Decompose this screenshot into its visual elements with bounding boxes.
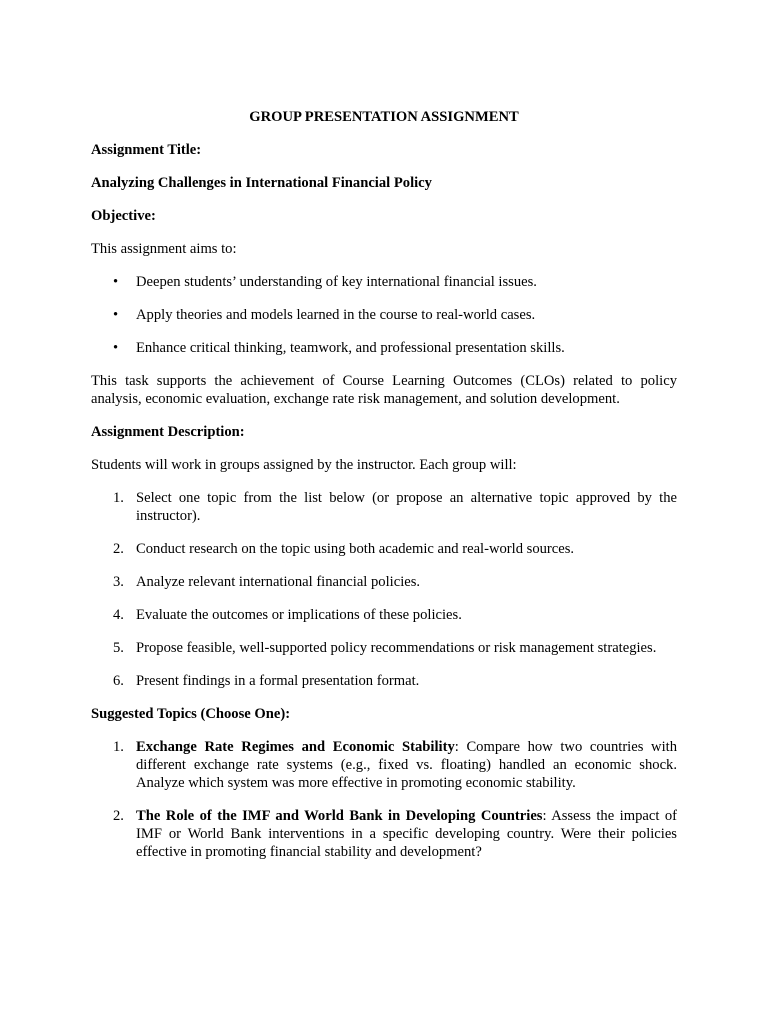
- topic-item: [91, 807, 677, 861]
- step-item: [91, 639, 677, 657]
- objective-item: [91, 273, 677, 291]
- step-item: [91, 489, 677, 525]
- step-text: Evaluate the outcomes or implications of these policies.: [136, 607, 462, 623]
- assignment-title: Analyzing Challenges in International Financial Policy: [91, 175, 432, 191]
- steps-list: [91, 489, 677, 690]
- document-heading: GROUP PRESENTATION ASSIGNMENT: [249, 109, 519, 125]
- objective-list: [91, 273, 677, 357]
- objective-item: [91, 306, 677, 324]
- objective-intro: This assignment aims to:: [91, 241, 237, 257]
- description-intro: Students will work in groups assigned by the instructor. Each group will:: [91, 457, 517, 473]
- step-number: 3.: [113, 574, 124, 590]
- bullet-icon: •: [113, 340, 119, 356]
- topic-item: [91, 738, 677, 792]
- objective-item-text: Apply theories and models learned in the course to real-world cases.: [136, 307, 536, 323]
- step-item: [91, 540, 677, 558]
- step-item: [91, 573, 677, 591]
- objective-item-text: Deepen students’ understanding of key international financial issues.: [136, 274, 537, 290]
- topic-title: The Role of the IMF and World Bank in Developing Countries: [136, 808, 543, 824]
- step-item: [91, 672, 677, 690]
- step-text: Analyze relevant international financial policies.: [136, 574, 421, 590]
- clo-paragraph: This task supports the achievement of Course Learning Outcomes (CLOs) related to policy analysis, economic evaluation, exchange rate risk management, and solution development.: [91, 373, 677, 407]
- topic-title: Exchange Rate Regimes and Economic Stability: [136, 739, 455, 755]
- bullet-icon: •: [113, 307, 119, 323]
- step-text: Select one topic from the list below (or propose an alternative topic approved by the instructor).: [136, 490, 677, 524]
- topic-number: 1.: [113, 739, 124, 755]
- step-text: Propose feasible, well-supported policy recommendations or risk management strategies.: [136, 640, 657, 656]
- topics-list: [91, 738, 677, 861]
- step-text: Present findings in a formal presentation format.: [136, 673, 420, 689]
- step-number: 4.: [113, 607, 124, 623]
- step-number: 1.: [113, 490, 124, 506]
- topic-text: : Assess the impact of IMF or World Bank interventions in a specific developing country. Were their policies effective in promoting financial stability and development?: [136, 808, 677, 860]
- step-number: 6.: [113, 673, 124, 689]
- description-label: Assignment Description:: [91, 424, 245, 440]
- objective-item: [91, 339, 677, 357]
- topic-number: 2.: [113, 808, 124, 824]
- document-page: [91, 108, 677, 876]
- topics-label: Suggested Topics (Choose One):: [91, 706, 291, 722]
- bullet-icon: •: [113, 274, 119, 290]
- step-number: 2.: [113, 541, 124, 557]
- objective-label: Objective:: [91, 208, 156, 224]
- objective-item-text: Enhance critical thinking, teamwork, and professional presentation skills.: [136, 340, 565, 356]
- step-item: [91, 606, 677, 624]
- topic-text: : Compare how two countries with different exchange rate systems (e.g., fixed vs. floating) handled an economic shock. Analyze which system was more effective in promoting economic stability.: [136, 739, 677, 791]
- assignment-title-label: Assignment Title:: [91, 142, 202, 158]
- step-text: Conduct research on the topic using both academic and real-world sources.: [136, 541, 575, 557]
- step-number: 5.: [113, 640, 124, 656]
